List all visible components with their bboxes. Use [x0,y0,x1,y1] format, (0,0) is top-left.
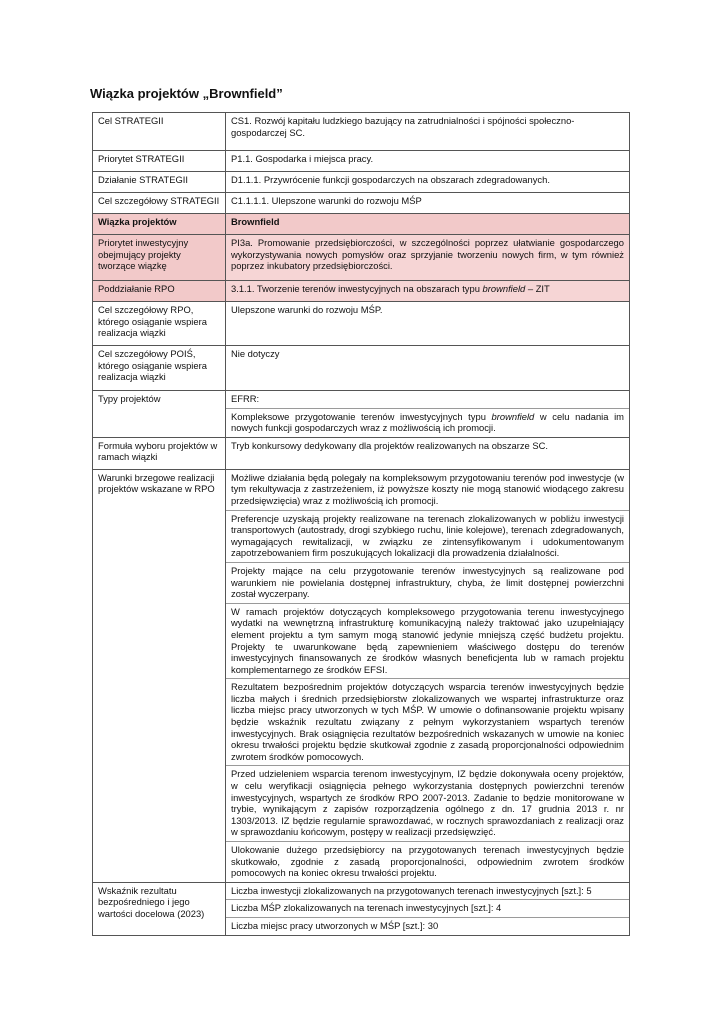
label-poddzialanie-rpo: Poddziałanie RPO [93,281,226,302]
divider [226,917,629,918]
value-cel-rpo: Ulepszone warunki do rozwoju MŚP. [226,302,630,346]
document-title: Wiązka projektów „Brownfield” [90,86,283,101]
label-cel-strategii: Cel STRATEGII [93,113,226,151]
row-wiazka [93,214,630,235]
row-typy-projektow [93,391,630,438]
divider [226,562,629,563]
row-wskaznik [93,882,630,935]
value-cel-strategii: CS1. Rozwój kapitału ludzkiego bazujący na zatrudnialności i spójności społeczno-gospodarczej SC. [226,113,630,151]
wskaznik-item: Liczba miejsc pracy utworzonych w MŚP [szt.]: 30 [231,919,439,931]
warunki-paragraph: Ulokowanie dużego przedsiębiorcy na przygotowanych terenach inwestycyjnych będzie skutkowało, zgodnie z zasadą proporcjonalności, odpowiednim zwrotem środków pomocowych na koniec okresu trwałości projektu. [231,844,624,879]
divider [226,603,629,604]
label-wskaznik: Wskaźnik rezultatu bezpośredniego i jego wartości docelowa (2023) [93,882,226,935]
warunki-paragraph: Preferencje uzyskają projekty realizowane na terenach zlokalizowanych w pobliżu inwestycji transportowych (autostrady, drogi szybkiego ruchu, linie kolejowe), terenach zdegradowanych, wymagających rewitalizacji, w związku ze zintensyfikowanym i udokumentowanym zapotrzebowaniem firm poszukujących lokalizacji dla prowadzenia działalności. [231,512,624,559]
value-formula: Tryb konkursowy dedykowany dla projektów realizowanych na obszarze SC. [226,437,630,469]
project-bundle-table [92,112,630,936]
value-dzialanie-strategii: D1.1.1. Przywrócenie funkcji gospodarczych na obszarach zdegradowanych. [226,172,630,193]
value-typy-projektow-fund: EFRR: [231,393,260,404]
warunki-paragraph: Rezultatem bezpośrednim projektów dotyczących wsparcia terenów inwestycyjnych będzie liczba małych i średnich przedsiębiorstw zlokalizowanych we wspartej infrastrukturze oraz liczba miejsc pracy utworzonych w tych MŚP. W umowie o dofinansowanie projektu wpisany będzie wskaźnik rezultatu związany z pełnym wykorzystaniem wspartych terenów inwestycyjnych. Brak osiągnięcia rezultatów bezpośrednich wskazanych w umowie na koniec okresu trwałości projektu będzie skutkował zgodnie z zasadą proporcjonalności odpowiednim zwrotem środków pomocowych. [231,681,624,762]
label-cel-szczegolowy-strategii: Cel szczegółowy STRATEGII [93,193,226,214]
label-priorytet-inwestycyjny: Priorytet inwestycyjny obejmujący projekty tworzące wiązkę [93,235,226,281]
row-formula [93,437,630,469]
value-wiazka: Brownfield [226,214,630,235]
divider [226,899,629,900]
label-warunki: Warunki brzegowe realizacji projektów wskazane w RPO [93,469,226,882]
label-cel-pois: Cel szczegółowy POIŚ, którego osiąganie wspiera realizacja wiązki [93,346,226,391]
value-cel-pois: Nie dotyczy [226,346,630,391]
warunki-paragraph: W ramach projektów dotyczących kompleksowego przygotowania terenu inwestycyjnego wydatki na wewnętrzną infrastrukturę komunikacyjną należy traktować jako uzupełniający element projektu a tym samym mogą stanowić jedynie mniejszą część budżetu projektu. Projekty te uwarunkowane będą zapewnieniem właściwego dostępu do terenów inwestycyjnych finansowanych ze środków własnych beneficjenta lub w ramach projektu komplementarnego ze środków EFSI. [231,605,624,675]
label-cel-rpo: Cel szczegółowy RPO, którego osiąganie wspiera realizacja wiązki [93,302,226,346]
divider [226,510,629,511]
label-priorytet-strategii: Priorytet STRATEGII [93,151,226,172]
label-typy-projektow: Typy projektów [93,391,226,438]
value-cel-szczegolowy-strategii: C1.1.1.1. Ulepszone warunki do rozwoju MŚP [226,193,630,214]
warunki-paragraph: Możliwe działania będą polegały na kompleksowym przygotowaniu terenów pod inwestycje (w tym rekultywacja z zastrzeżeniem, iż powyższe koszty nie mogą stanowić wiodącego zakresu przedsięwzięcia) wraz z możliwością ich promocji. [231,471,624,506]
wskaznik-item: Liczba inwestycji zlokalizowanych na przygotowanych terenach inwestycyjnych [szt.]: 5 [231,884,592,896]
divider [226,841,629,842]
warunki-paragraph: Projekty mające na celu przygotowanie terenów inwestycyjnych są realizowane pod warunkiem nie powielania dostępnej infrastruktury, chyba, że limit dostępnej powierzchni został wyczerpany. [231,564,624,600]
row-cel-pois [93,346,630,391]
row-cel-szczegolowy-strategii [93,193,630,214]
row-cel-rpo [93,302,630,346]
label-wiazka: Wiązka projektów [93,214,226,235]
row-priorytet-inwestycyjny [93,235,630,281]
row-dzialanie-strategii [93,172,630,193]
row-cel-strategii [93,113,630,151]
row-warunki [93,469,630,882]
divider [226,765,629,766]
value-typy-projektow-desc: Kompleksowe przygotowanie terenów inwestycyjnych typu brownfield w celu nadania im nowych funkcji gospodarczych wraz z możliwością ich promocji. [231,410,624,434]
wskaznik-item: Liczba MŚP zlokalizowanych na terenach inwestycyjnych [szt.]: 4 [231,902,502,914]
label-dzialanie-strategii: Działanie STRATEGII [93,172,226,193]
label-formula: Formuła wyboru projektów w ramach wiązki [93,437,226,469]
divider [226,678,629,679]
divider [226,408,629,409]
value-priorytet-strategii: P1.1. Gospodarka i miejsca pracy. [226,151,630,172]
value-priorytet-inwestycyjny: PI3a. Promowanie przedsiębiorczości, w szczególności poprzez ułatwianie gospodarczego wykorzystywania nowych pomysłów oraz sprzyjanie tworzeniu nowych firm, w tym również poprzez inkubatory przedsiębiorczości. [231,237,624,272]
row-poddzialanie-rpo [93,281,630,302]
value-poddzialanie-rpo: 3.1.1. Tworzenie terenów inwestycyjnych na obszarach typu brownfield – ZIT [226,281,630,302]
row-priorytet-strategii [93,151,630,172]
warunki-paragraph: Przed udzieleniem wsparcia terenom inwestycyjnym, IZ będzie dokonywała oceny projektów, w celu weryfikacji osiągnięcia pełnego wykorzystania dostępnych powierzchni terenów inwestycyjnych, wspartych ze środków RPO 2007-2013. Zadanie to będzie monitorowane w trybie, wynikającym z zapisów rozporządzenia ogólnego z dn. 17 grudnia 2013 r. nr 1303/2013. IZ będzie regularnie sprawozdawać, w rocznych sprawozdaniach z realizacji oraz w sprawozdaniu końcowym, postępy w realizacji przedsięwzięć. [231,768,624,838]
